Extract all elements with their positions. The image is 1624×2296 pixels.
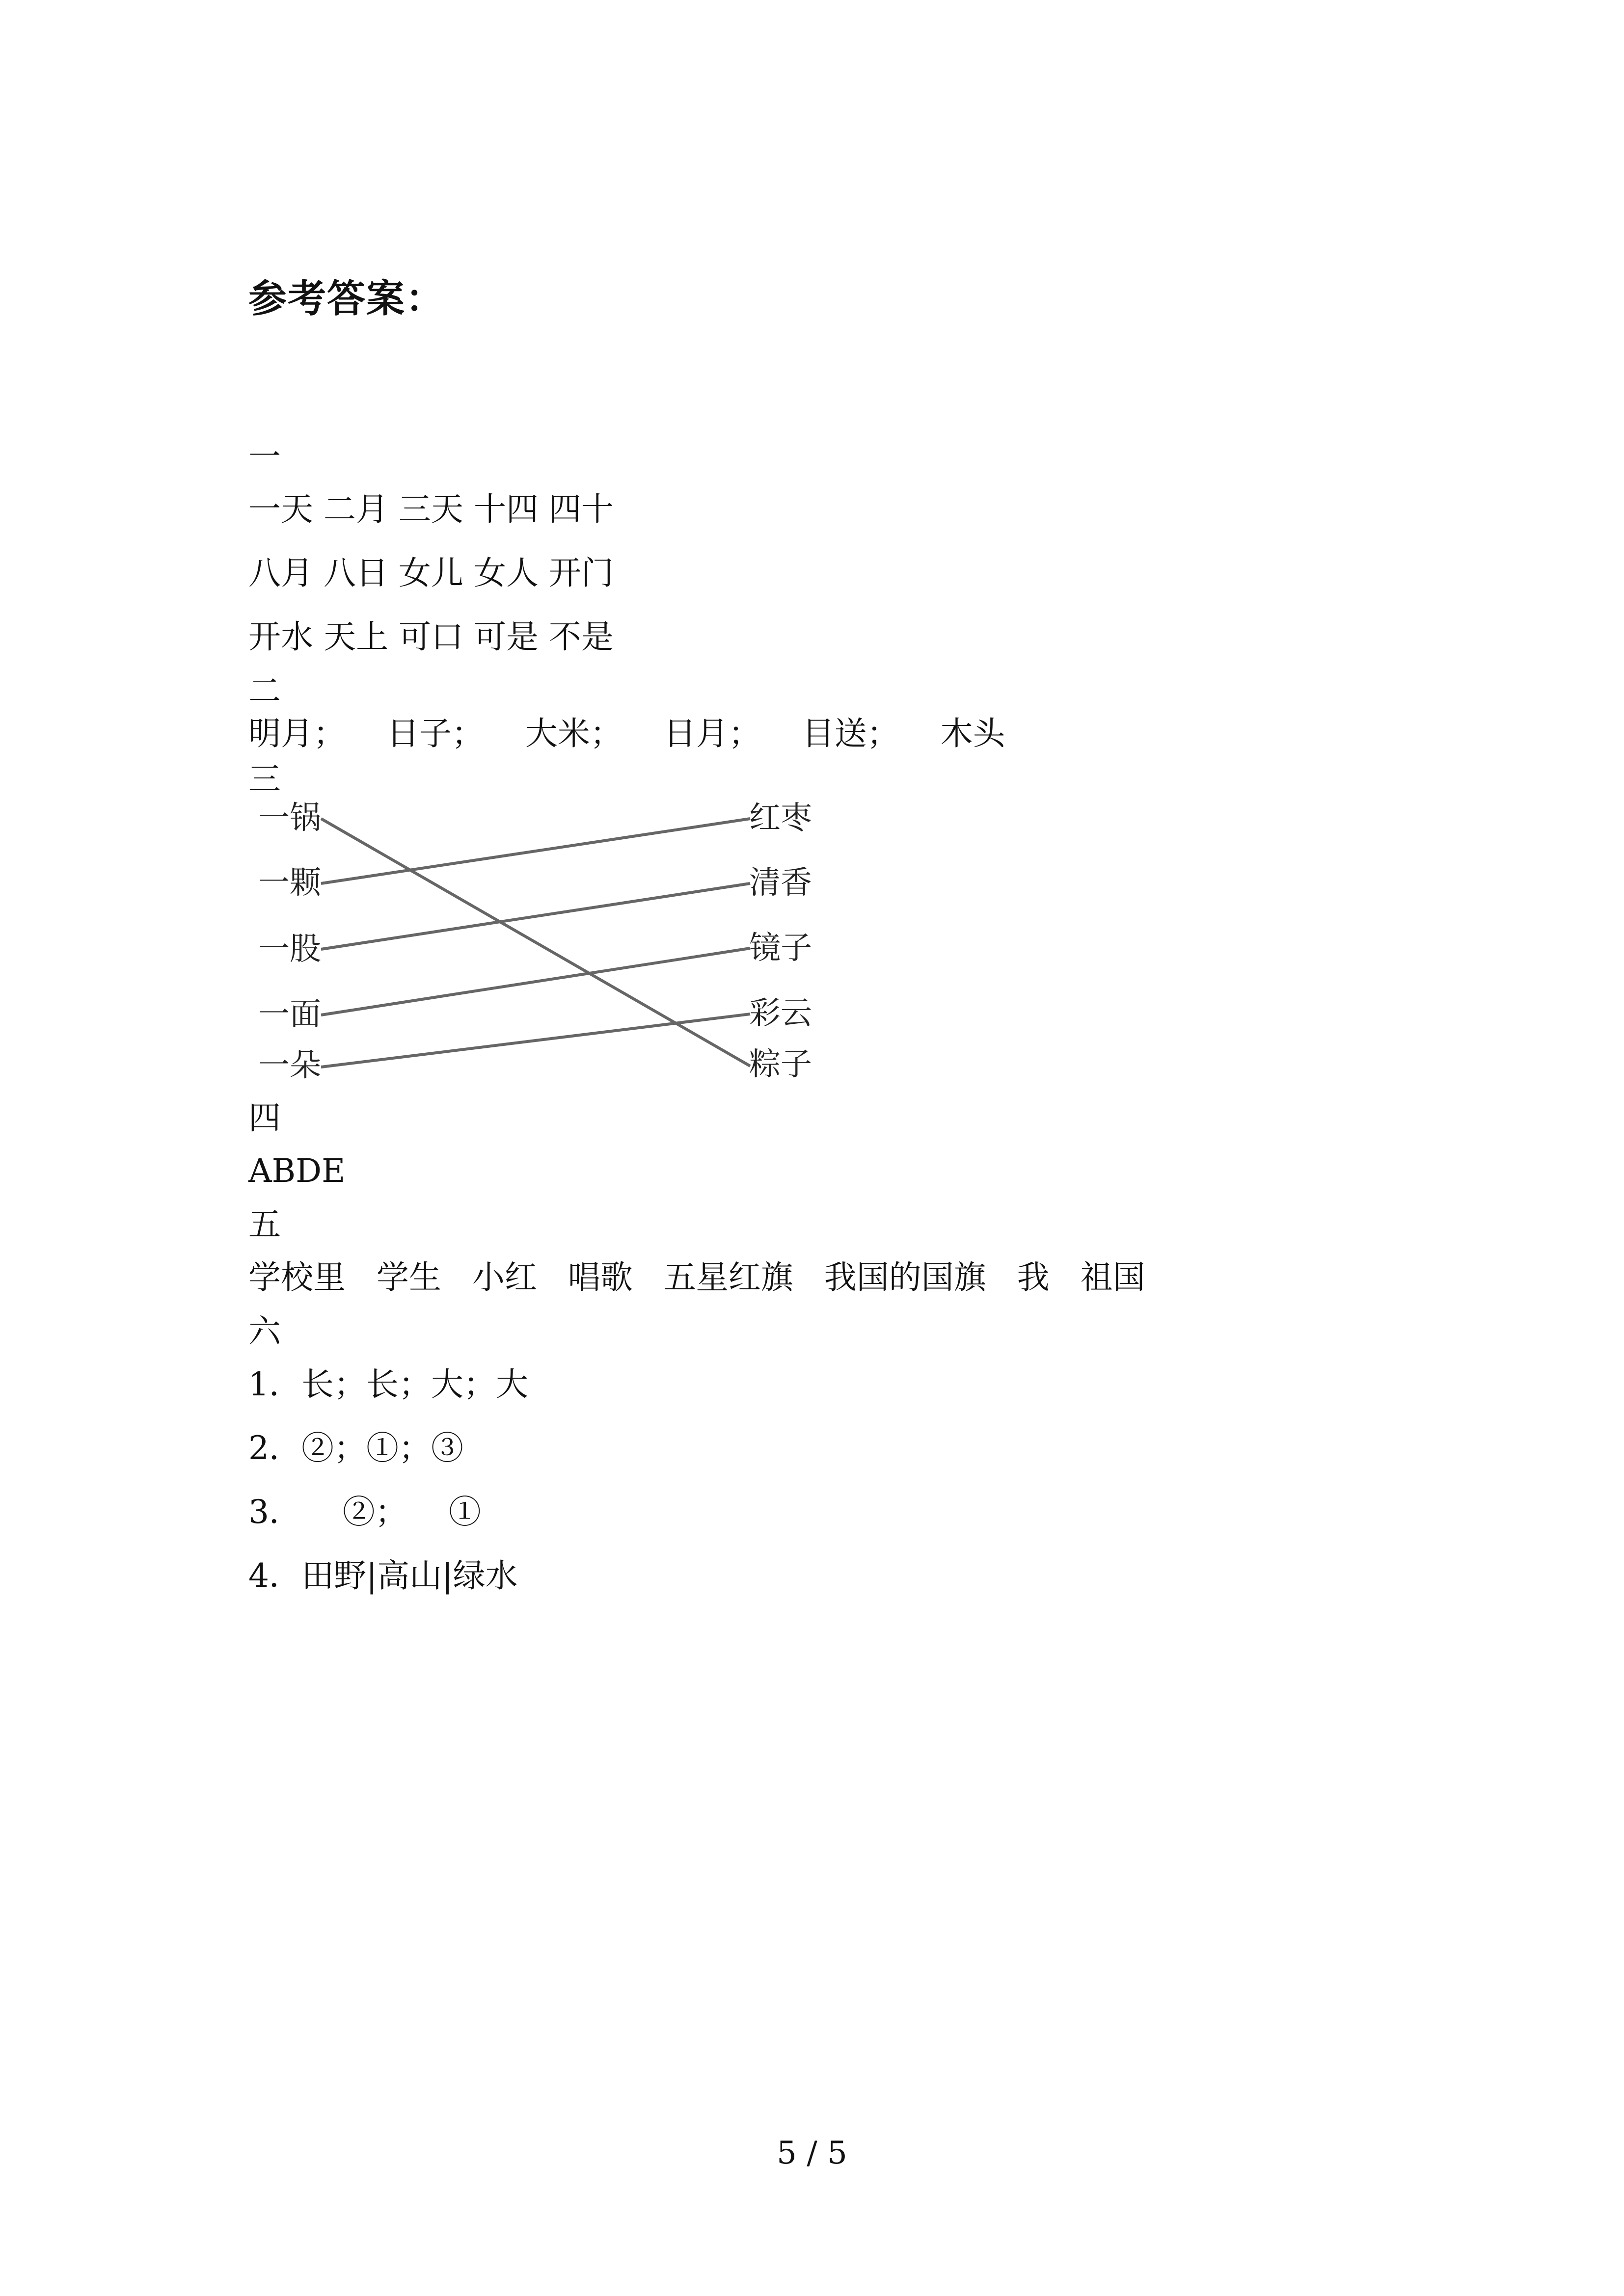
section-six-heading: 六 bbox=[248, 1312, 281, 1350]
section-three-heading: 三 bbox=[248, 760, 281, 798]
section-one-line-3: 开水 天上 可口 可是 不是 bbox=[248, 618, 614, 656]
page-title: 参考答案： bbox=[248, 276, 445, 321]
right-item-4: 彩云 bbox=[749, 995, 812, 1032]
right-item-1: 红枣 bbox=[749, 800, 812, 836]
matching-diagram bbox=[248, 799, 828, 1103]
match-line-4 bbox=[321, 948, 750, 1015]
section-five-line: 学校里 学生 小红 唱歌 五星红旗 我国的国旗 我 祖国 bbox=[248, 1258, 1145, 1296]
section-four-answer: ABDE bbox=[248, 1152, 346, 1190]
section-two-heading: 二 bbox=[248, 672, 281, 710]
left-item-2: 一颗 bbox=[258, 865, 321, 901]
section-one-heading: 一 bbox=[248, 438, 281, 476]
match-lines bbox=[321, 819, 750, 1067]
right-item-5: 粽子 bbox=[749, 1046, 812, 1083]
match-line-5 bbox=[321, 1014, 750, 1067]
match-line-1 bbox=[321, 819, 750, 1066]
left-item-4: 一面 bbox=[258, 996, 321, 1033]
section-six-item-2: 2．②；①；③ bbox=[248, 1429, 463, 1467]
right-item-3: 镜子 bbox=[749, 930, 812, 966]
section-one-line-1: 一天 二月 三天 十四 四十 bbox=[248, 490, 614, 528]
left-item-5: 一朵 bbox=[258, 1047, 321, 1084]
left-item-3: 一股 bbox=[258, 931, 321, 967]
section-one-line-2: 八月 八日 女儿 女人 开门 bbox=[248, 554, 614, 592]
match-line-2 bbox=[321, 819, 750, 883]
section-six-item-4: 4．田野|高山|绿水 bbox=[248, 1557, 518, 1595]
left-item-1: 一锅 bbox=[258, 800, 321, 836]
section-four-heading: 四 bbox=[248, 1099, 281, 1137]
section-six-item-1: 1．长；长；大；大 bbox=[248, 1365, 528, 1403]
section-two-line: 明月； 日子； 大米； 日月； 目送； 木头 bbox=[248, 715, 1005, 752]
match-line-3 bbox=[321, 883, 750, 949]
page-number: 5 / 5 bbox=[777, 2135, 847, 2171]
section-five-heading: 五 bbox=[248, 1205, 281, 1243]
right-item-2: 清香 bbox=[749, 865, 812, 901]
section-six-item-3: 3． ②； ① bbox=[248, 1493, 481, 1531]
